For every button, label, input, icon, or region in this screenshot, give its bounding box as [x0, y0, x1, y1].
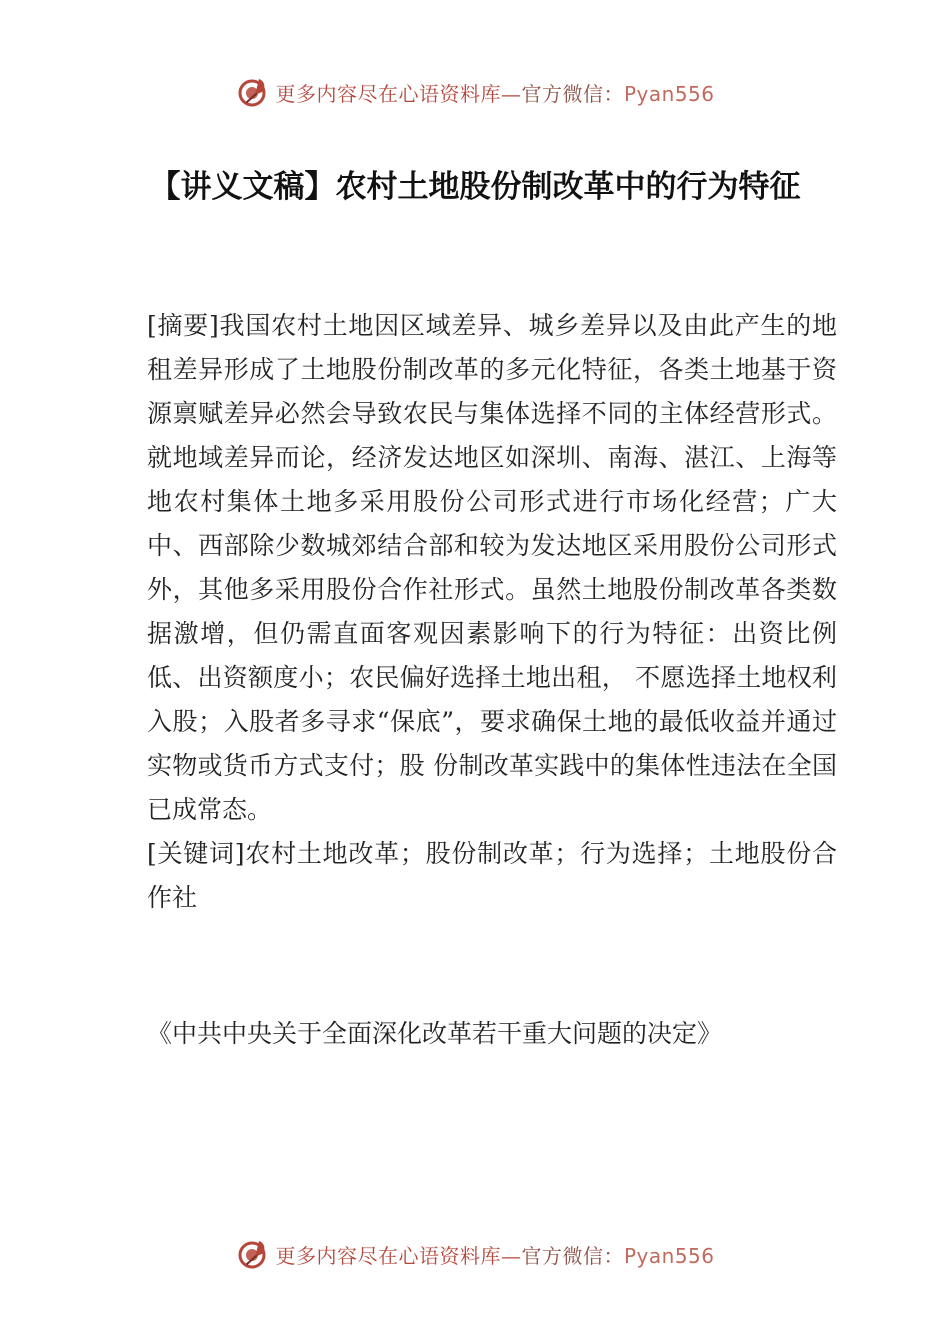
reference-line: 《中共中央关于全面深化改革若干重大问题的决定》: [147, 1019, 723, 1048]
keywords-label: [关键词]: [147, 839, 245, 868]
brand-text: [275, 1240, 714, 1269]
brand-separator: —: [500, 81, 522, 106]
keywords-text: 农村土地改革；股份制改革；行为选择；土地股份合作社: [147, 839, 837, 912]
quill-seal-icon: [235, 1237, 269, 1271]
wechat-label: 官方微信：: [521, 81, 624, 106]
keywords-paragraph: [147, 832, 837, 920]
document-title: 【讲义文稿】农村土地股份制改革中的行为特征: [149, 169, 801, 205]
abstract-label: [摘要]: [147, 311, 219, 340]
brand-separator: —: [500, 1243, 522, 1268]
wechat-id: Pyan556: [623, 81, 715, 106]
brand-name: 更多内容尽在心语资料库: [275, 81, 501, 106]
quill-seal-icon: [235, 75, 269, 109]
brand-text: [275, 78, 714, 107]
abstract-paragraph: [147, 304, 837, 832]
footer-watermark: [0, 1234, 950, 1274]
header-watermark: [0, 72, 950, 112]
brand-name: 更多内容尽在心语资料库: [275, 1243, 501, 1268]
document-body: [147, 304, 837, 920]
wechat-label: 官方微信：: [521, 1243, 624, 1268]
wechat-id: Pyan556: [623, 1243, 715, 1268]
abstract-text: 我国农村土地因区域差异、城乡差异以及由此产生的地租差异形成了土地股份制改革的多元化特征，各类土地基于资源禀赋差异必然会导致农民与集体选择不同的主体经营形式。就地域差异而论，经济发达地区如深圳、南海、湛江、上海等地农村集体土地多采用股份公司形式进行市场化经营；广大中、西部除少数城郊结合部和较为发达地区采用股份公司形式外，其他多采用股份合作社形式。虽然土地股份制改革各类数据激增，但仍需直面客观因素影响下的行为特征：出资比例低、出资额度小；农民偏好选择土地出租， 不愿选择土地权利入股；入股者多寻求“保底”，要求确保土地的最低收益并通过实物或货币方式支付；股 份制改革实践中的集体性违法在全国已成常态。: [147, 311, 837, 824]
